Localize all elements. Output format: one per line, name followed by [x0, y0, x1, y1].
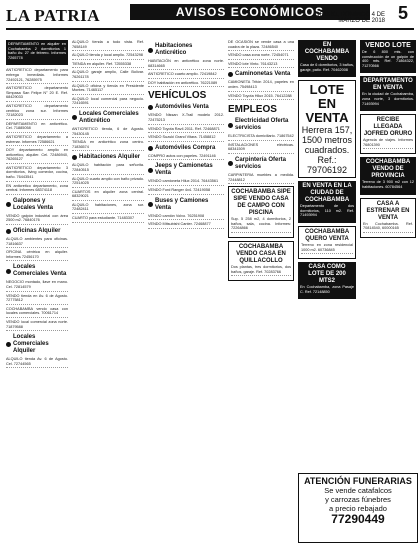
display-ad [298, 40, 356, 77]
ad-item: VENDO Nissan X-Trail modelo 2012. 72475213 [148, 113, 224, 124]
ad-text: DEPARTAMENTO en alquiler en Cochabamba 2 dormitorios 1 baño Av. 27 de febrero. Informes 7265778 [8, 42, 66, 60]
bullet-icon [6, 229, 11, 234]
ad-item: HABITACIÓN en anticrético zona norte. 68314665 [148, 59, 224, 70]
ad-headline: VENTA [305, 110, 349, 126]
ad-item: ALQUILO tienda Av. 6 de Agosto. Cel. 72744565 [6, 357, 68, 368]
section-heading: Caminonetas Venta [228, 71, 294, 78]
page-number: 5 [398, 3, 409, 23]
display-ad [360, 40, 416, 73]
bullet-icon [228, 123, 233, 128]
ad-headline: DEPARTAMENTO EN VENTA [363, 78, 413, 92]
ad-headline: EN COCHABAMBA VENDO [304, 42, 350, 62]
ad-item: COCHABAMBA vendo casa con locales comerciales. 70061714 [6, 307, 68, 318]
bullet-icon [6, 269, 11, 274]
display-ad [360, 198, 416, 238]
ad-item: DOY habitación en anticrético. 76221089 [148, 81, 224, 88]
ad-item: CUARTOS en alquiler zona central. 68329021 [72, 190, 144, 201]
newspaper-logo: LA PATRIA [6, 6, 101, 25]
column-1 [6, 40, 68, 540]
bullet-icon [148, 105, 153, 110]
ad-text: En Cochabamba. Ref. 70814540, 60000165 [363, 222, 413, 233]
column-5 [298, 40, 356, 470]
ad-headline: CASA A ESTRENAR EN VENTA [366, 200, 410, 221]
ad-line: y carrozas fúnebres [325, 495, 391, 504]
bullet-icon [148, 146, 153, 151]
ad-item: ALQUILO garaje amplio, Calle Bolívar. 76261178 [72, 70, 144, 81]
ad-item: CAMIONETA Tritón 2014, papeles en orden. 75498413 [228, 80, 294, 91]
featured-ad [6, 40, 68, 65]
section-heading: Jeeps y Camionetas Venta [148, 163, 224, 177]
section-heading: Automóviles Venta [148, 104, 224, 111]
display-ad [360, 114, 416, 154]
ad-item: VENDO Mitsubishi Canter. 72468877 [148, 222, 224, 229]
ad-text: Sup. 5 258 m2, 4 dormitorios, 2 baños, sala, cocina. Informes: 72264866 [231, 217, 291, 233]
ad-item: COMPRO autos con papeles. 72491146 [148, 154, 224, 161]
ad-headline: RECIBE LLEGADA JOFRED ORURO [363, 117, 413, 138]
bullet-icon [148, 202, 153, 207]
ad-item: OFICINA céntrica en alquiler. Informes 72456170 [6, 250, 68, 261]
ad-headline: LOTE EN [309, 82, 345, 112]
ad-text: Departamento de dos dormitorios, 110 m2. Ref. 71493994 [300, 204, 354, 218]
ad-headline: COCHABAMBA VENDO CASA EN QUILLACOLLO [236, 243, 286, 264]
ad-headline: EN VENTA EN LA CIUDAD DE COCHABAMBA [302, 183, 352, 204]
issue-date: ORURO, DOMINGO 4 DE MARZO DE 2018 [314, 12, 385, 24]
ad-text: En la ciudad de Cochabamba, zona norte, 3 dormitorios. 71493994 [362, 92, 414, 106]
display-ad [298, 262, 356, 299]
ad-item: ANTICRETICO departamento 3 dormitorios, living comedor, cocina, baño. 76443541 [6, 166, 68, 182]
ad-item: TIENDA en alquiler. Ref. 72555338 [72, 62, 144, 69]
bullet-icon [148, 168, 153, 173]
phone-number: 77290449 [331, 512, 385, 526]
section-heading: Habitaciones Anticrético [148, 43, 224, 57]
ad-text: En Cochabamba, zona Pasaje C. Ref. 72148850 [300, 285, 354, 294]
display-ad [228, 186, 294, 238]
ad-item: TIENDA en anticrético zona centro. 71836574 [72, 140, 144, 151]
display-ad [298, 80, 356, 178]
ad-item: CARPINTERIA muebles a medida. 72448812 [228, 173, 294, 184]
ad-headline: ATENCIÓN FUNERARIAS [304, 476, 412, 486]
ad-item: NEGOCIO montado, llave en mano. Cel. 72814579 [6, 280, 68, 291]
ad-item: ALQUILO habitación para señorita. 72840515 [72, 163, 144, 174]
ad-item: VENDO Toyota Hilux 2015. 76412288 [228, 94, 294, 101]
ad-text: Dos plantas, tres dormitorios, dos baños, garaje. Ref. 70283766 [231, 265, 291, 276]
section-heading: Automóviles Compra [148, 145, 224, 152]
ad-item: ALQUILO tienda y local amplio. 72543298 [72, 53, 144, 60]
ad-item: ANTICRETICO departamento centrico zona sur. Informes 72182023 [6, 104, 68, 120]
column-4 [228, 40, 294, 540]
ad-item: ANTICRETICO tienda, 6 de Agosto. 75430145 [72, 127, 144, 138]
section-heading: Habitaciones Alquiler [72, 154, 144, 161]
bullet-icon [6, 202, 11, 207]
ad-item: VENDO Suzuki Grand Vitara. 71458812 [148, 135, 224, 142]
ad-line: a precio rebajado [329, 504, 387, 513]
column-6 [360, 40, 416, 470]
header-rule [6, 28, 414, 30]
ad-text: Terreno de 3 900 m2 con 12 habitaciones. 60784564 [362, 180, 414, 189]
ad-item: VENDO camioneta Hilux 2014. 76443561 [148, 179, 224, 186]
funeral-ad [298, 473, 418, 543]
column-2 [72, 40, 144, 540]
ad-item: ELECTRICISTA domiciliario. 71867542 [228, 134, 294, 141]
ad-headline: VENDO LOTE [365, 42, 411, 49]
ad-headline: COCHABAMBA VENDO DE PROVINCIA [365, 159, 411, 180]
display-ad [360, 157, 416, 194]
vehicles-heading: VEHÍCULOS [148, 90, 207, 102]
ad-item: ANTICRETICO cuarto amplio. 72419842 [148, 72, 224, 79]
ad-item: EN anticretico departamento, zona central. Informes 68374118 [6, 184, 68, 195]
ad-item: VENDO local comercial zona norte. 71879588 [6, 320, 68, 331]
ad-item: CUARTO para estudiante. 71483307 [72, 216, 144, 223]
section-heading: Locales Comerciales Anticrético [72, 111, 144, 125]
bullet-icon [228, 161, 233, 166]
section-heading: Carpintería Oferta servicios [228, 157, 294, 171]
ad-item: VENDO tienda en Av. 6 de Agosto. 72775812 [6, 294, 68, 305]
ad-item: VENDO casa zona norte. 72454071 [228, 53, 294, 60]
ad-headline: COCHABAMBA QUERO VENTA [304, 228, 350, 242]
ad-item: ALQUILO tienda a todo vista. Ref. 7658149 [72, 40, 144, 51]
section-heading: Galpones y Locales Venta [6, 198, 68, 212]
ad-text: Agencia de viajes. Informes 76801390 [363, 138, 413, 149]
bullet-icon [72, 155, 77, 160]
ad-item: ALQUILO cuarto amplio con baño privado. 72514025 [72, 177, 144, 188]
ad-item: VENDO Ford Ranger 4x4. 72419058 [148, 188, 224, 195]
ad-headline: COCHABAMBA SIPE SIPE VENDO CASA DE CAMPO CON PISCINA [231, 189, 291, 217]
display-ad [228, 241, 294, 281]
ad-item: DE OCASIÓN se vende casa a una cuadra de la plaza. 72486540 [228, 40, 294, 51]
ad-text: Casa de 6 dormitorios, 3 baños, garaje, patio. Ref. 70462008 [300, 63, 354, 72]
display-ad [360, 76, 416, 111]
section-heading: Buses y Camiones Venta [148, 198, 224, 212]
column-3 [148, 40, 224, 540]
ad-item: DOY departamento amplio en anticretico, alquiler. Cel. 72486940, 76265127 [6, 148, 68, 164]
section-heading: Locales Comerciales Venta [6, 264, 68, 278]
ad-item: VENDO galpón industrial con área 2500 m2. 76840176 [6, 214, 68, 225]
ad-item: VENDO Toyota Rav4 2011. Ref. 72468871 [148, 127, 224, 134]
bullet-icon [228, 72, 233, 77]
ad-line: Se vende catafalcos [324, 486, 392, 495]
page-header [0, 0, 420, 38]
ad-text: De 6 800 mts. con construcción de un galpón de 400 mts. Ref. 71864322, 71270566 [362, 50, 414, 68]
bullet-icon [148, 48, 153, 53]
section-heading: Electricidad Oferta servicios [228, 118, 294, 132]
display-ad [298, 226, 356, 259]
ad-item: ALQUILO local comercial para negocio. 72416591 [72, 97, 144, 108]
ad-item: ANTICRETICO departamento para entrega inmediata. Informes 72492121, 76285975 [6, 68, 68, 84]
ad-item: ANTICRETICO departamento Simpasa San Felipe N° 20 E. Ref. 68429033 [6, 86, 68, 102]
display-ad [298, 181, 356, 223]
section-heading: Oficinas Alquiler [6, 228, 68, 235]
jobs-heading: EMPLEOS [228, 104, 277, 116]
ad-item: VENDO camión Volvo. 76251908 [148, 214, 224, 221]
ad-item: VENDO lote Vinto. 76143213 [228, 62, 294, 69]
ad-item: ANTICRETICO departamento a estrenar. Informes 72586621 [6, 135, 68, 146]
section-title: AVISOS ECONÓMICOS [175, 5, 325, 19]
ad-item: INSTALACIONES eléctricas. 68341509 [228, 143, 294, 154]
ad-item: ALQUILO habitaciones, zona sur. 72482411 [72, 203, 144, 214]
ad-item: ALQUILO ambientes para oficinas. 71816637 [6, 237, 68, 248]
section-heading: Locales Comerciales Alquiler [6, 334, 68, 355]
ad-headline: CASA COMO LOTE DE 200 MTS2 [308, 264, 346, 285]
bullet-icon [6, 342, 11, 347]
ad-text: Herrera 157, 1500 metros cuadrados. Ref.: 79706192 [301, 125, 353, 176]
ad-item: DEPARTAMENTO en anticrético. Cel. 71885058 [6, 122, 68, 133]
bullet-icon [72, 115, 77, 120]
ad-text: Terreno en zona residencial 1000 m2. 60736845 [301, 243, 353, 254]
ad-item: ALQUILO oficina y tienda en Presidente Montes. 71465117 [72, 84, 144, 95]
ad-list [6, 68, 68, 194]
